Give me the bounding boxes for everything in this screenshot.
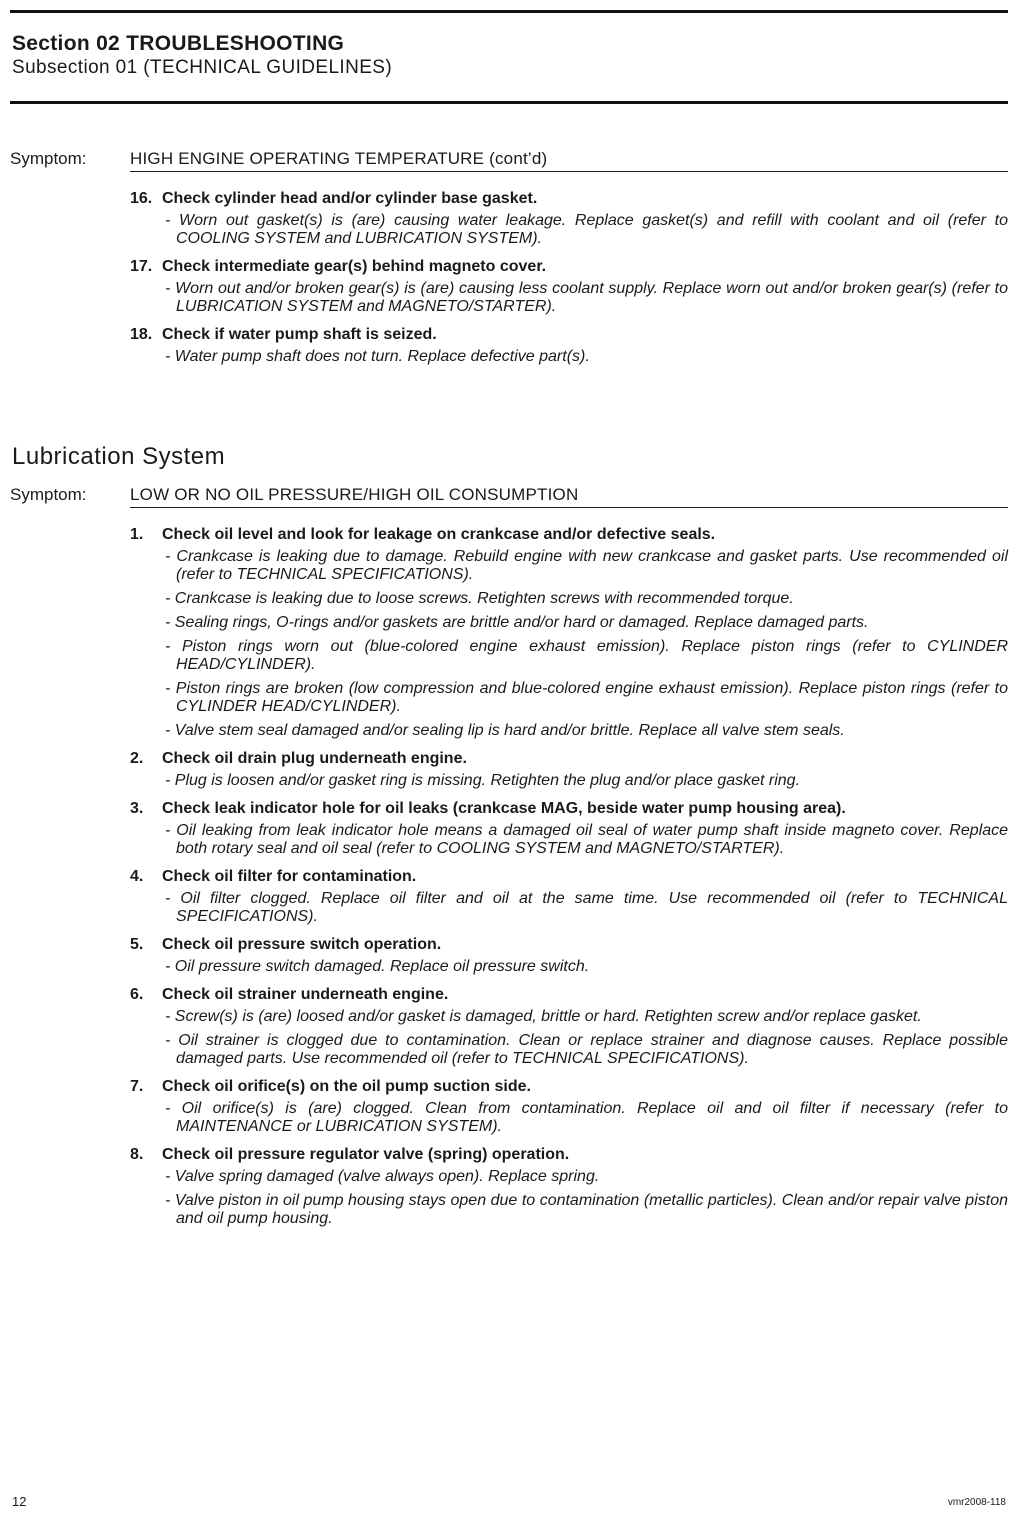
remedy-text: - Valve spring damaged (valve always open). Replace spring. bbox=[165, 1168, 600, 1185]
check-item bbox=[130, 256, 1008, 316]
symptom-label: Symptom: bbox=[10, 149, 87, 168]
page-number: 12 bbox=[12, 1494, 27, 1509]
step-number: 18. bbox=[130, 326, 153, 343]
remedy-text: - Oil leaking from leak indicator hole means a damaged oil seal of water pump shaft inside magneto cover. Replace both rotary seal and oil seal (refer to COOLING SYSTEM and MAGNETO/STARTER). bbox=[165, 822, 1008, 857]
check-step bbox=[130, 524, 1008, 546]
remedy-text: - Piston rings worn out (blue-colored engine exhaust emission). Replace piston rings (refer to CYLINDER HEAD/CYLINDER). bbox=[165, 638, 1008, 673]
remedy-text: - Piston rings are broken (low compression and blue-colored engine exhaust emission). Replace piston rings (refer to CYLINDER HEAD/CYLINDER). bbox=[165, 680, 1008, 715]
check-item bbox=[130, 1144, 1008, 1228]
remedy-text: - Plug is loosen and/or gasket ring is missing. Retighten the plug and/or place gasket ring. bbox=[165, 772, 801, 789]
step-number: 4. bbox=[130, 868, 144, 885]
step-title: Check cylinder head and/or cylinder base gasket. bbox=[162, 190, 538, 207]
remedy-text: - Crankcase is leaking due to loose screws. Retighten screws with recommended torque. bbox=[165, 590, 794, 607]
step-title: Check leak indicator hole for oil leaks (crankcase MAG, beside water pump housing area). bbox=[162, 800, 846, 817]
remedy-text: - Valve piston in oil pump housing stays open due to contamination (metallic particles). Clean and/or repair valve piston and oil pump housing. bbox=[165, 1192, 1008, 1227]
symptom-text: LOW OR NO OIL PRESSURE/HIGH OIL CONSUMPTION bbox=[130, 485, 1008, 508]
remedy-text: - Oil strainer is clogged due to contamination. Clean or replace strainer and diagnose causes. Replace possible damaged parts. Use recommended oil (refer to TECHNICAL SPECIFICATIONS). bbox=[165, 1032, 1008, 1067]
step-title: Check intermediate gear(s) behind magneto cover. bbox=[162, 258, 547, 275]
temperature-checks bbox=[130, 188, 1008, 374]
check-step bbox=[130, 188, 1008, 210]
subsection-title: Subsection 01 (TECHNICAL GUIDELINES) bbox=[12, 57, 393, 78]
step-number: 1. bbox=[130, 526, 144, 543]
check-step bbox=[130, 798, 1008, 820]
section-title: Section 02 TROUBLESHOOTING bbox=[12, 32, 345, 55]
top-rule bbox=[10, 10, 1008, 13]
lubrication-system-heading: Lubrication System bbox=[12, 443, 226, 470]
check-item bbox=[130, 934, 1008, 976]
check-item bbox=[130, 1076, 1008, 1136]
step-number: 2. bbox=[130, 750, 144, 767]
step-number: 16. bbox=[130, 190, 153, 207]
remedy-text: - Oil filter clogged. Replace oil filter and oil at the same time. Use recommended oil (refer to TECHNICAL SPECIFICATIONS). bbox=[165, 890, 1008, 925]
check-item bbox=[130, 984, 1008, 1068]
symptom-row-oil-pressure bbox=[10, 485, 1008, 509]
check-step bbox=[130, 1076, 1008, 1098]
step-title: Check oil drain plug underneath engine. bbox=[162, 750, 467, 767]
step-number: 6. bbox=[130, 986, 144, 1003]
symptom-label: Symptom: bbox=[10, 485, 87, 504]
step-title: Check oil filter for contamination. bbox=[162, 868, 417, 885]
step-title: Check oil pressure switch operation. bbox=[162, 936, 442, 953]
check-step bbox=[130, 748, 1008, 770]
check-step bbox=[130, 866, 1008, 888]
check-step bbox=[130, 324, 1008, 346]
check-item bbox=[130, 324, 1008, 366]
check-item bbox=[130, 748, 1008, 790]
step-number: 5. bbox=[130, 936, 144, 953]
remedy-text: - Oil pressure switch damaged. Replace oil pressure switch. bbox=[165, 958, 590, 975]
step-number: 17. bbox=[130, 258, 153, 275]
header-rule bbox=[10, 101, 1008, 104]
step-title: Check oil strainer underneath engine. bbox=[162, 986, 449, 1003]
remedy-text: - Worn out and/or broken gear(s) is (are) causing less coolant supply. Replace worn out and/or broken gear(s) (refer to LUBRICATION SYSTEM and MAGNETO/STARTER). bbox=[165, 280, 1008, 315]
check-item bbox=[130, 798, 1008, 858]
document-code: vmr2008-118 bbox=[947, 1497, 1006, 1508]
step-number: 3. bbox=[130, 800, 144, 817]
page-header bbox=[12, 32, 392, 80]
check-item bbox=[130, 524, 1008, 740]
check-step bbox=[130, 1144, 1008, 1166]
symptom-row-temperature bbox=[10, 149, 1008, 173]
remedy-text: - Crankcase is leaking due to damage. Rebuild engine with new crankcase and gasket parts. Use recommended oil (refer to TECHNICAL SPECIFICATIONS). bbox=[165, 548, 1008, 583]
remedy-text: - Sealing rings, O-rings and/or gaskets are brittle and/or hard or damaged. Replace damaged parts. bbox=[165, 614, 869, 631]
remedy-text: - Water pump shaft does not turn. Replace defective part(s). bbox=[165, 348, 590, 365]
remedy-text: - Oil orifice(s) is (are) clogged. Clean from contamination. Replace oil and oil filter if necessary (refer to MAINTENANCE or LUBRICATION SYSTEM). bbox=[165, 1100, 1008, 1135]
step-title: Check oil level and look for leakage on crankcase and/or defective seals. bbox=[162, 526, 716, 543]
remedy-text: - Worn out gasket(s) is (are) causing water leakage. Replace gasket(s) and refill with coolant and oil (refer to COOLING SYSTEM and LUBRICATION SYSTEM). bbox=[165, 212, 1008, 247]
step-title: Check oil pressure regulator valve (spring) operation. bbox=[162, 1146, 570, 1163]
check-item bbox=[130, 188, 1008, 248]
check-step bbox=[130, 934, 1008, 956]
remedy-text: - Screw(s) is (are) loosed and/or gasket is damaged, brittle or hard. Retighten screw and/or replace gasket. bbox=[165, 1008, 922, 1025]
step-number: 8. bbox=[130, 1146, 144, 1163]
step-number: 7. bbox=[130, 1078, 144, 1095]
check-step bbox=[130, 256, 1008, 278]
remedy-text: - Valve stem seal damaged and/or sealing lip is hard and/or brittle. Replace all valve stem seals. bbox=[165, 722, 845, 739]
lubrication-checks bbox=[130, 524, 1008, 1236]
check-item bbox=[130, 866, 1008, 926]
check-step bbox=[130, 984, 1008, 1006]
step-title: Check if water pump shaft is seized. bbox=[162, 326, 437, 343]
step-title: Check oil orifice(s) on the oil pump suction side. bbox=[162, 1078, 531, 1095]
symptom-text: HIGH ENGINE OPERATING TEMPERATURE (cont’d) bbox=[130, 149, 1008, 172]
